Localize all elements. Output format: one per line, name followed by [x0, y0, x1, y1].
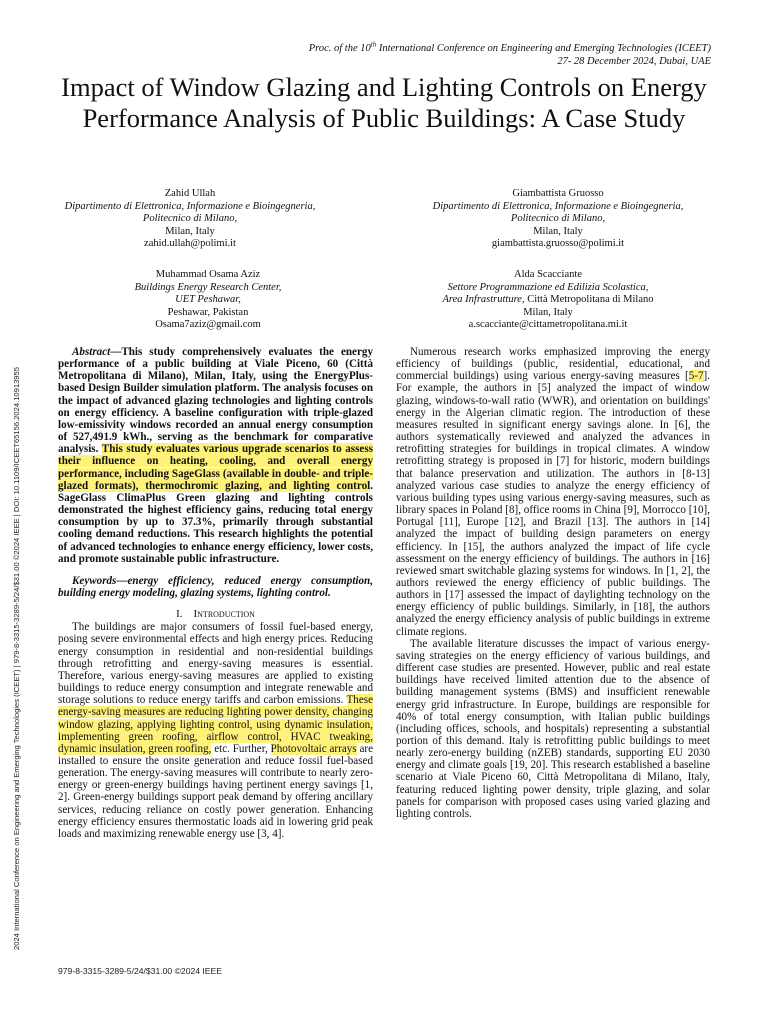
intro-highlight-measures: These energy-saving measures are reducing lighting power density, changing window glazing, applying lighting control, using dynamic insulation, implementing green roofing, airflow control, HVAC tweaking, dynamic insulation, green roofing,	[58, 694, 373, 755]
author-name: Giambattista Gruosso	[512, 188, 604, 199]
author-affiliation: Dipartimento di Elettronica, Informazione e Bioingegneria,	[64, 200, 316, 212]
paper-title: Impact of Window Glazing and Lighting Controls on Energy Performance Analysis of Public Buildings: A Case Study	[61, 72, 707, 133]
author-affiliation: Settore Programmazione ed Edilizia Scolastica,	[447, 281, 649, 293]
author-location: Milan, Italy	[165, 225, 215, 237]
intro-highlight-pv: Photovoltaic arrays	[270, 742, 357, 755]
citation-highlight: 5-7	[688, 370, 704, 383]
author-location: Milan, Italy	[533, 225, 583, 237]
author-block-2	[408, 188, 708, 251]
author-name: Muhammad Osama Aziz	[155, 269, 261, 280]
author-email[interactable]: zahid.ullah@polimi.it	[144, 238, 236, 250]
intro-paragraph-1: The buildings are major consumers of fossil fuel-based energy, posing severe environmental effects and high energy prices. Reducing energy consumption in residential and non-residential buildings through retrofitting and energy-saving measures is essential. Therefore, various energy-saving measures are applied to existing buildings to reduce energy consumption and integrate renewable and storage solutions to reduce energy tariffs and carbon emissions. These energy-saving measures are reducing lighting power density, changing window glazing, applying lighting control, using dynamic insulation, implementing green roofing, airflow control, HVAC tweaking, dynamic insulation, green roofing, etc. Further, Photovoltaic arrays are installed to ensure the onsite generation and reduce fossil fuel-based generation. The energy-saving measures will contribute to nearly zero-energy or green-energy buildings having pertinent energy savings [1, 2]. Green-energy buildings support peak demand by offering ancillary services, reducing reliance on costly power generation. Enhancing energy efficiency ensures thermostatic loads aid in lowering grid peak loads and maximizing renewable energy use [3, 4].	[58, 621, 373, 840]
author-affiliation: Politecnico di Milano,	[142, 213, 238, 225]
author-block-4	[398, 269, 698, 332]
keywords: Keywords—energy efficiency, reduced energy consumption, building energy modeling, glazing systems, lighting control.	[58, 574, 373, 599]
right-column	[396, 346, 710, 820]
author-name: Alda Scacciante	[514, 269, 582, 280]
author-name: Zahid Ullah	[164, 188, 216, 199]
abstract: Abstract—This study comprehensively evaluates the energy performance of a public building at Viale Piceno, 60 (Città Metropolitana di Milano), Milan, Italy, using the EnergyPlus-based Design Builder simulation platform. The analysis focuses on the impact of advanced glazing technologies and lighting controls on energy efficiency. A baseline configuration with triple-glazed low-emissivity windows recorded an annual energy consumption of 527,491.9 kWh., serving as the benchmark for comparative analysis. This study evaluates various upgrade scenarios to assess their influence on heating, cooling, and overall energy performance, including SageGlass (available in double- and triple-glazed formats), thermochromic glazing, and lighting control. SageGlass ClimaPlus Green glazing and lighting controls demonstrated the highest efficiency gains, reducing total energy consumption by up to 37.3%, primarily through substantial cooling demand reductions. This research highlights the potential of advanced technologies to enhance energy efficiency, lower costs, and promote sustainable public infrastructure.	[58, 346, 373, 565]
author-email[interactable]: giambattista.gruosso@polimi.it	[491, 238, 625, 250]
literature-paragraph: Numerous research works emphasized improving the energy efficiency of buildings (public, residential, educational, and commercial buildings) using various energy-saving measures [5-7]. For example, the authors in [5] analyzed the impact of window glazing, windows-to-wall ratio (WWR), and orientation on buildings' energy in the Algerian climatic region. The introduction of these measures resulted in significant energy savings alone. In [6], the authors systematically reviewed and analyzed the advances in retrofitting strategies for buildings in tropical climates. A window retrofitting strategy is proposed in [7] for historic, modern buildings that balance preservation and utilization. The authors in [8-13] analyzed various case studies to analyze the energy efficiency of various building types using various energy-saving measures, such as library spaces in Poland [8], office rooms in China [9], Morrocco [10], Portugal [11], Europe [12], and Brazil [13]. The authors in [14] analyzed the impact of building design parameters on energy efficiency. In [15], the authors analyzed the impact of life cycle assessment on the energy efficiency of buildings. The authors in [16] reviewed smart switchable glazing systems for windows. In [1, 2], the authors reviewed the energy efficiency of public buildings. The authors in [17] assessed the impact of daylighting technology on the energy efficiency of public buildings. Similarly, in [18], the authors analyzed the energy efficiency analysis of public buildings in extreme climate regions.	[396, 346, 710, 638]
author-location: Milan, Italy	[523, 306, 573, 318]
author-email[interactable]: Osama7aziz@gmail.com	[155, 319, 261, 331]
left-column	[58, 346, 373, 840]
author-block-1	[40, 188, 340, 251]
author-affiliation: Area Infrastrutture, Città Metropolitana di Milano	[442, 294, 654, 306]
conference-line-1: Proc. of the 10th International Conference on Engineering and Emerging Technologies (ICEET)	[308, 40, 711, 54]
conference-line-2: 27- 28 December 2024, Dubai, UAE	[557, 56, 711, 67]
author-block-3	[58, 269, 358, 332]
author-affiliation: Politecnico di Milano,	[510, 213, 606, 225]
section-heading-introduction: I. Introduction	[176, 608, 255, 621]
author-affiliation: UET Peshawar,	[175, 294, 241, 306]
author-email[interactable]: a.scacciante@cittametropolitana.mi.it	[468, 319, 628, 331]
keywords-label: Keywords	[72, 574, 117, 587]
abstract-highlight: This study evaluates various upgrade scenarios to assess their influence on heating, cooling, and overall energy performance, including SageGlass (available in double- and triple-glazed formats), thermochromic glazing, and lighting control	[58, 443, 373, 492]
abstract-label: Abstract	[72, 346, 111, 358]
copyright-footer: 979-8-3315-3289-5/24/$31.00 ©2024 IEEE	[58, 966, 223, 976]
gap-paragraph: The available literature discusses the impact of various energy-saving strategies on the energy efficiency of various buildings, and different case studies are presented. However, public and real estate buildings have received limited attention due to the absence of building management systems (BMS) and insufficient renewable energy grid infrastructure. In Europe, buildings are responsible for 40% of total energy consumption, with Italian public buildings (including offices, schools, and hospitals) representing a substantial portion of this demand. Italy is retrofitting public buildings to meet nearly zero-energy building (nZEB) standards, supporting EU 2030 energy and climate goals [19, 20]. This research established a baseline scenario at Viale Piceno 60, Città Metropolitana di Milano, Italy, featuring reduced lighting power density, triple glazing, and solar panels for comparison with proposed cases using varied glazing and lighting controls.	[396, 637, 710, 820]
conference-header	[111, 42, 711, 68]
author-affiliation: Dipartimento di Elettronica, Informazione e Bioingegneria,	[432, 200, 684, 212]
author-location: Peshawar, Pakistan	[167, 306, 249, 318]
author-affiliation: Buildings Energy Research Center,	[134, 281, 282, 293]
doi-sidebar: 2024 International Conference on Engineering and Emerging Technologies (ICEET) | 979-8-3315-3289-5/24/$31.00 ©2024 IEEE | DOI: 10.1109/ICEET65156.2024.10913955	[12, 367, 21, 950]
